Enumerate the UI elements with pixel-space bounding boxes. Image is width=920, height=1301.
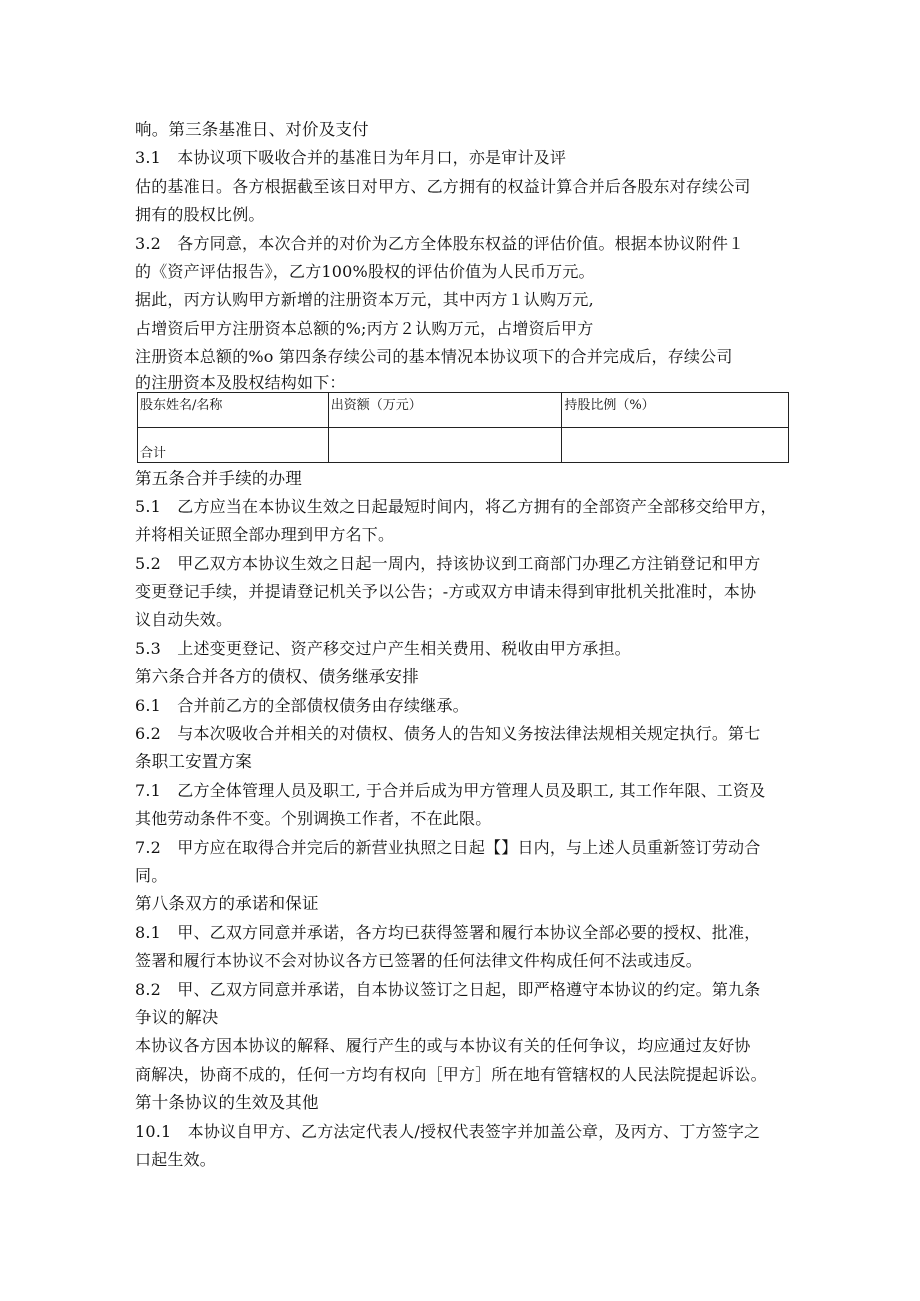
text-line: 商解决，协商不成的，任何一方均有权向［甲方］所在地有管辖权的人民法院提起诉讼。 [135, 1064, 767, 1084]
table-header-cell: 出资额（万元） [328, 392, 562, 427]
text-line: 口起生效。 [135, 1149, 217, 1169]
text-line: 注册资本总额的%o 第四条存续公司的基本情况本协议项下的合并完成后，存续公司 [135, 347, 733, 367]
section-heading: 争议的解决 [135, 1007, 219, 1027]
text-line: 估的基准日。各方根据截至该日对甲方、乙方拥有的权益计算合并后各股东对存续公司 [135, 176, 751, 196]
section-heading: 第八条双方的承诺和保证 [135, 894, 319, 914]
table-total-row [138, 427, 789, 462]
table-header-row [138, 392, 789, 427]
text-line: 占增资后甲方注册资本总额的%;丙方２认购万元，占增资后甲方 [135, 318, 594, 338]
section-heading: 第六条合并各方的债权、债务继承安排 [135, 667, 419, 687]
text-line: 6.2 与本次吸收合并相关的对债权、债务人的告知义务按法律法规相关规定执行。第七 [135, 724, 761, 744]
text-line: 拥有的股权比例。 [135, 205, 265, 225]
table-cell [562, 427, 789, 462]
text-line: 签署和履行本协议不会对协议各方已签署的任何法律文件构成任何不法或违反。 [135, 951, 703, 971]
section-heading: 条职工安置方案 [135, 752, 252, 772]
text-line: 5.2 甲乙双方本协议生效之日起一周内，持该协议到工商部门办理乙方注销登记和甲方 [135, 553, 761, 573]
section-heading: 第十条协议的生效及其他 [135, 1093, 319, 1113]
text-line: 7.2 甲方应在取得合并完后的新营业执照之日起【】日内，与上述人员重新签订劳动合 [135, 837, 761, 857]
text-line: 响。第三条基准日、对价及支付 [135, 120, 369, 139]
text-line: 其他劳动条件不变。个别调换工作者，不在此限。 [135, 809, 492, 829]
table-header-cell: 股东姓名/名称 [138, 392, 329, 427]
text-line: 的《资产评估报告》，乙方100%股权的评估价值为人民币万元。 [135, 261, 595, 281]
text-line: 同。 [135, 865, 168, 885]
equity-table [137, 392, 789, 463]
text-line: 本协议各方因本协议的解释、履行产生的或与本协议有关的任何争议，均应通过友好协 [135, 1036, 751, 1056]
text-line: 5.3 上述变更登记、资产移交过户产生相关费用、税收由甲方承担。 [135, 638, 631, 658]
text-line: 8.1 甲、乙双方同意并承诺，各方均已获得签署和履行本协议全部必要的授权、批准， [135, 922, 761, 942]
text-line: 8.2 甲、乙双方同意并承诺，自本协议签订之日起，即严格遵守本协议的约定。第九条 [135, 979, 761, 999]
text-line: 3.2 各方同意，本次合并的对价为乙方全体股东权益的评估价值。根据本协议附件１ [135, 233, 745, 253]
text-line: 7.1 乙方全体管理人员及职工, 于合并后成为甲方管理人员及职工, 其工作年限、工资及 [135, 780, 766, 800]
text-line: 议自动失效。 [135, 610, 233, 630]
table-header-cell: 持股比例（%） [562, 392, 789, 427]
text-line: 变更登记手续，并提请登记机关予以公告；-方或双方申请未得到审批机关批准时，本协 [135, 582, 757, 602]
section-heading: 第五条合并手续的办理 [135, 468, 302, 488]
table-total-label: 合计 [138, 427, 329, 462]
text-line: 并将相关证照全部办理到甲方名下。 [135, 525, 395, 545]
text-line: 据此，丙方认购甲方新增的注册资本万元，其中丙方１认购万元, [135, 290, 594, 310]
text-line: 3.1 本协议项下吸收合并的基准日为年月口，亦是审计及评 [135, 148, 567, 168]
document-page [135, 116, 795, 1174]
text-line: 5.1 乙方应当在本协议生效之日起最短时间内，将乙方拥有的全部资产全部移交给甲方， [135, 496, 777, 516]
table-cell [328, 427, 562, 462]
text-line: 6.1 合并前乙方的全部债权债务由存续继承。 [135, 695, 469, 715]
text-line: 的注册资本及股权结构如下： [135, 372, 346, 392]
text-line: 10.1 本协议自甲方、乙方法定代表人/授权代表签字并加盖公章，及丙方、丁方签字之 [135, 1121, 761, 1141]
